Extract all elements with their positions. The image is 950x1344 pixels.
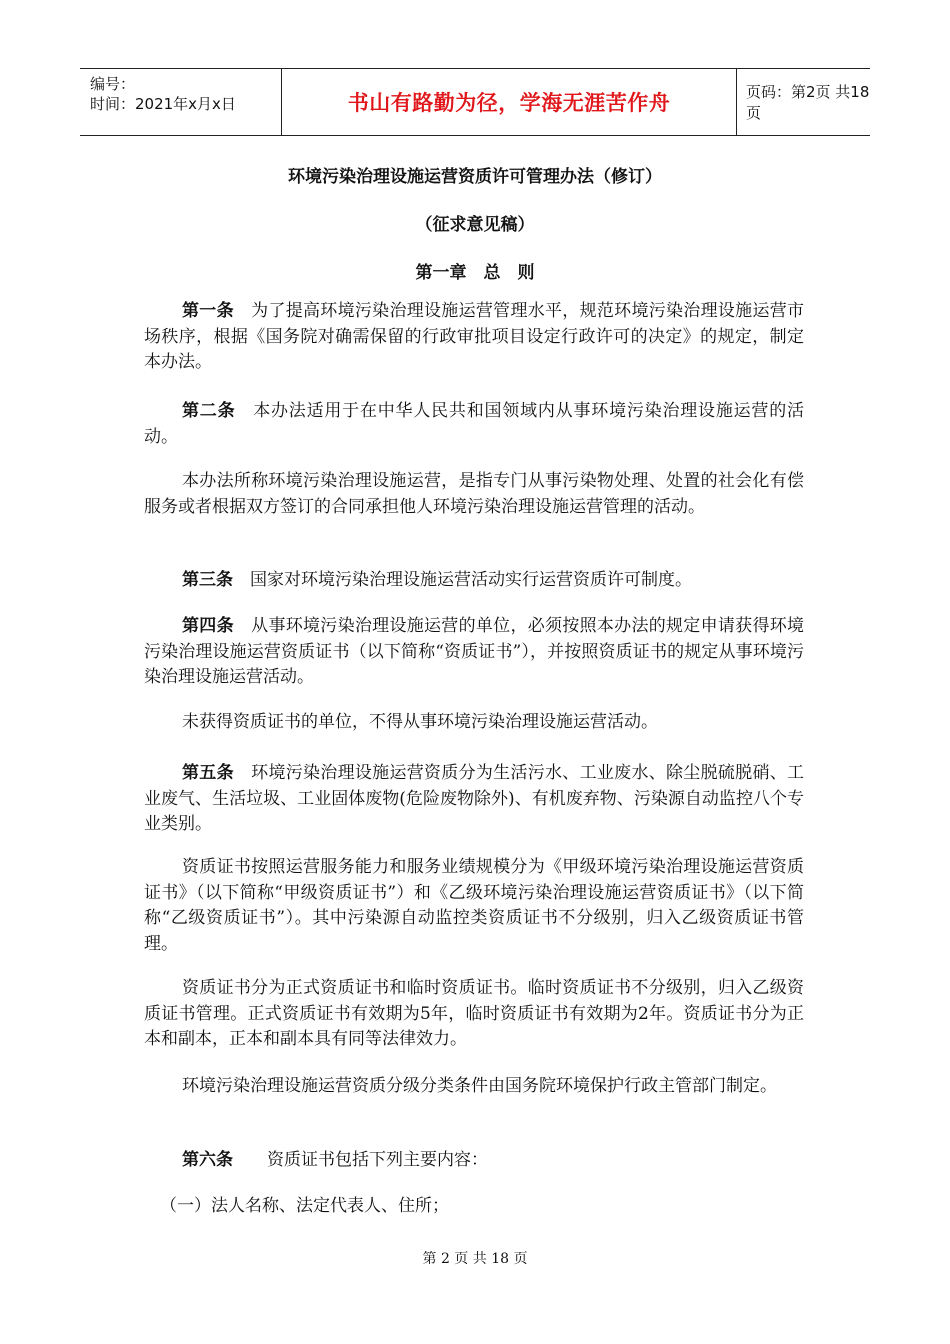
article-label: 第五条	[182, 763, 234, 783]
article-label: 第六条	[182, 1150, 233, 1170]
article-6	[144, 1148, 804, 1174]
article-label: 第四条	[182, 616, 234, 636]
article-5	[144, 761, 804, 838]
article-text: 为了提高环境污染治理设施运营管理水平，规范环境污染治理设施运营市场秩序，根据《国务院对确需保留的行政审批项目设定行政许可的决定》的规定，制定本办法。	[144, 301, 805, 372]
date-label: 时间：2021年x月x日	[90, 95, 236, 113]
paragraph	[144, 469, 804, 520]
document-title: 环境污染治理设施运营资质许可管理办法（修订）	[288, 167, 662, 187]
header-motto-cell	[281, 69, 737, 135]
paragraph-text: 资质证书按照运营服务能力和服务业绩规模分为《甲级环境污染治理设施运营资质证书》（以下简称“甲级资质证书”）和《乙级环境污染治理设施运营资质证书》（以下简称“乙级资质证书”）。其中污染源自动监控类资质证书不分级别，归入乙级资质证书管理。	[144, 857, 804, 954]
paragraph	[144, 855, 804, 957]
paragraph-text: 本办法所称环境污染治理设施运营，是指专门从事污染物处理、处置的社会化有偿服务或者根据双方签订的合同承担他人环境污染治理设施运营管理的活动。	[144, 471, 804, 517]
article-text: 资质证书包括下列主要内容：	[267, 1150, 488, 1170]
article-1	[144, 299, 804, 376]
serial-label: 编号：	[90, 75, 136, 93]
article-label: 第三条	[182, 570, 233, 590]
paragraph-text: 未获得资质证书的单位，不得从事环境污染治理设施运营活动。	[182, 712, 658, 732]
article-4	[144, 614, 804, 691]
document-header	[80, 68, 870, 136]
article-text: 环境污染治理设施运营资质分为生活污水、工业废水、除尘脱硫脱硝、工业废气、生活垃圾、工业固体废物(危险废物除外)、有机废弃物、污染源自动监控八个专业类别。	[144, 763, 805, 834]
header-page-cell	[737, 69, 870, 135]
page-footer: 第 2 页 共 18 页	[422, 1251, 528, 1267]
list-item-text: （一）法人名称、法定代表人、住所；	[160, 1196, 449, 1216]
chapter-heading: 第一章 总 则	[415, 263, 535, 283]
article-2	[144, 399, 804, 450]
paragraph-text: 环境污染治理设施运营资质分级分类条件由国务院环境保护行政主管部门制定。	[182, 1076, 777, 1096]
page-info: 页码：第2页 共18页	[746, 83, 870, 122]
article-3	[144, 568, 804, 594]
list-item	[144, 1194, 804, 1220]
paragraph	[144, 976, 804, 1053]
article-text: 从事环境污染治理设施运营的单位，必须按照本办法的规定申请获得环境污染治理设施运营资质证书（以下简称“资质证书”），并按照资质证书的规定从事环境污染治理设施运营活动。	[144, 616, 805, 687]
article-label: 第二条	[182, 401, 236, 421]
article-label: 第一条	[182, 301, 234, 321]
paragraph	[144, 710, 804, 736]
article-text: 国家对环境污染治理设施运营活动实行运营资质许可制度。	[250, 570, 692, 590]
header-meta-cell	[80, 69, 281, 135]
paragraph-text: 资质证书分为正式资质证书和临时资质证书。临时资质证书不分级别，归入乙级资质证书管理。正式资质证书有效期为5年，临时资质证书有效期为2年。资质证书分为正本和副本，正本和副本具有同等法律效力。	[144, 978, 804, 1049]
paragraph	[144, 1074, 804, 1100]
document-subtitle: （征求意见稿）	[415, 215, 535, 235]
motto-text: 书山有路勤为径，学海无涯苦作舟	[347, 91, 671, 115]
article-text: 本办法适用于在中华人民共和国领域内从事环境污染治理设施运营的活动。	[144, 401, 805, 447]
